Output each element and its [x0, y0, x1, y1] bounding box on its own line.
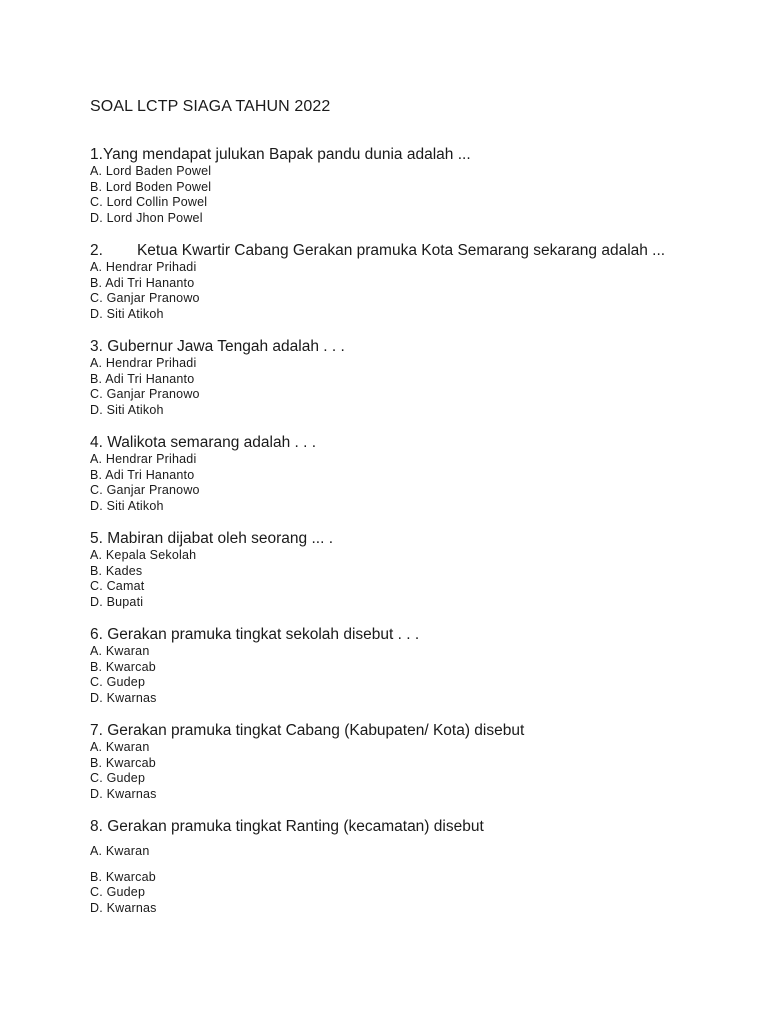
option-d: D. Siti Atikoh	[90, 402, 164, 417]
option-d: D. Siti Atikoh	[90, 498, 164, 513]
question-text	[90, 434, 760, 452]
question-text	[90, 722, 760, 740]
option-b: B. Kades	[90, 563, 143, 578]
question-body: Mabiran dijabat oleh seorang ... .	[107, 530, 333, 547]
question-7	[90, 722, 760, 802]
question-3	[90, 338, 760, 418]
question-text	[90, 242, 760, 260]
option-b: B. Kwarcab	[90, 869, 156, 884]
option-b: B. Kwarcab	[90, 659, 156, 674]
question-body: Gerakan pramuka tingkat Ranting (kecamatan) disebut	[107, 818, 484, 835]
question-1	[90, 146, 760, 226]
question-text	[90, 818, 760, 836]
option-a: A. Hendrar Prihadi	[90, 260, 197, 274]
question-number: 2.	[90, 242, 103, 259]
question-text	[90, 626, 760, 644]
option-b: B. Lord Boden Powel	[90, 179, 212, 194]
option-c: C. Ganjar Pranowo	[90, 483, 200, 498]
option-c: C. Gudep	[90, 885, 146, 900]
option-c: C. Gudep	[90, 675, 146, 690]
question-6	[90, 626, 760, 706]
option-a: A. Kepala Sekolah	[90, 548, 197, 562]
question-number: 8.	[90, 818, 103, 835]
option-a: A. Lord Baden Powel	[90, 164, 212, 178]
option-a: A. Hendrar Prihadi	[90, 452, 197, 466]
option-b: B. Adi Tri Hananto	[90, 275, 195, 290]
question-body: Gubernur Jawa Tengah adalah . . .	[107, 338, 345, 355]
option-d: D. Kwarnas	[90, 690, 157, 705]
question-text	[90, 146, 760, 164]
option-d: D. Kwarnas	[90, 786, 157, 801]
question-4	[90, 434, 760, 514]
question-body: Gerakan pramuka tingkat Cabang (Kabupaten/ Kota) disebut	[107, 722, 525, 739]
option-b: B. Adi Tri Hananto	[90, 371, 195, 386]
option-d: D. Bupati	[90, 594, 144, 609]
question-5	[90, 530, 760, 610]
option-c: C. Lord Collin Powel	[90, 195, 208, 210]
question-number: 7.	[90, 722, 103, 739]
option-a: A. Kwaran	[90, 644, 150, 658]
question-body: Ketua Kwartir Cabang Gerakan pramuka Kota Semarang sekarang adalah ...	[136, 242, 666, 259]
option-c: C. Ganjar Pranowo	[90, 291, 200, 306]
question-body: Yang mendapat julukan Bapak pandu dunia adalah ...	[102, 146, 471, 163]
question-8	[90, 818, 760, 916]
question-2	[90, 242, 760, 322]
question-text	[90, 530, 760, 548]
question-text	[90, 338, 760, 356]
option-d: D. Kwarnas	[90, 900, 157, 915]
option-a: A. Hendrar Prihadi	[90, 356, 197, 370]
document-title: SOAL LCTP SIAGA TAHUN 2022	[90, 98, 331, 115]
option-b: B. Kwarcab	[90, 755, 156, 770]
question-number: 5.	[90, 530, 103, 547]
option-a: A. Kwaran	[90, 844, 150, 858]
option-d: D. Siti Atikoh	[90, 306, 164, 321]
option-c: C. Camat	[90, 579, 145, 594]
question-body: Walikota semarang adalah . . .	[107, 434, 317, 451]
question-body: Gerakan pramuka tingkat sekolah disebut . . .	[107, 626, 420, 643]
option-c: C. Ganjar Pranowo	[90, 387, 200, 402]
question-number: 1.	[90, 146, 103, 163]
option-c: C. Gudep	[90, 771, 146, 786]
question-number: 6.	[90, 626, 103, 643]
option-b: B. Adi Tri Hananto	[90, 467, 195, 482]
question-number: 3.	[90, 338, 103, 355]
option-a: A. Kwaran	[90, 740, 150, 754]
question-number: 4.	[90, 434, 103, 451]
option-d: D. Lord Jhon Powel	[90, 210, 203, 225]
